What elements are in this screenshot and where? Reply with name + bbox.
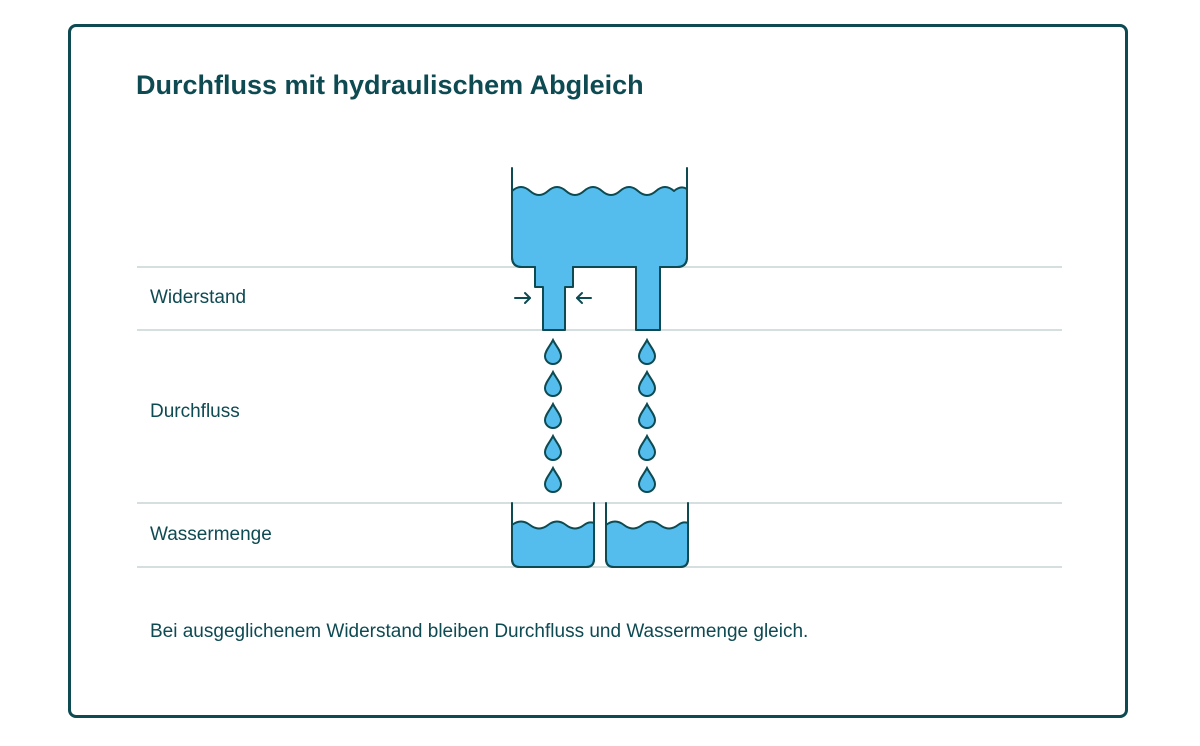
water-drop bbox=[639, 372, 655, 396]
water-drop bbox=[545, 372, 561, 396]
diagram-caption: Bei ausgeglichenem Widerstand bleiben Durchfluss und Wassermenge gleich. bbox=[150, 621, 809, 642]
drop-column-left bbox=[545, 340, 561, 492]
water-drop bbox=[545, 404, 561, 428]
supply-tank-water bbox=[512, 187, 687, 330]
water-drop bbox=[639, 468, 655, 492]
water-drop bbox=[545, 436, 561, 460]
collection-container-right-water bbox=[606, 522, 688, 568]
diagram-title: Durchfluss mit hydraulischem Abgleich bbox=[136, 70, 644, 100]
row-label-resistance: Widerstand bbox=[150, 287, 247, 308]
water-drop bbox=[639, 340, 655, 364]
row-label-water-amount: Wassermenge bbox=[150, 524, 272, 545]
water-drop bbox=[639, 404, 655, 428]
water-drop bbox=[639, 436, 655, 460]
resistance-arrow-left bbox=[515, 293, 530, 303]
row-label-flow: Durchfluss bbox=[150, 401, 240, 422]
resistance-arrow-right bbox=[577, 293, 591, 303]
drop-column-right bbox=[639, 340, 655, 492]
collection-container-left-water bbox=[512, 522, 594, 568]
water-drop bbox=[545, 340, 561, 364]
water-drop bbox=[545, 468, 561, 492]
